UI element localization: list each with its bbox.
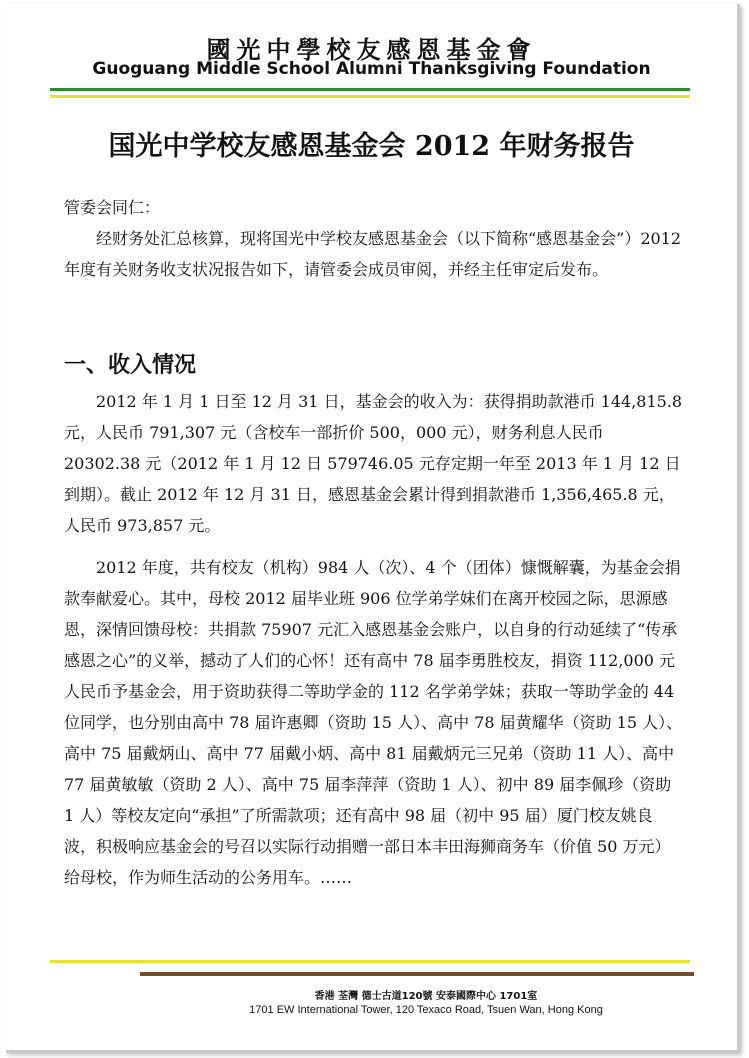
footer-address-chinese: 香港 荃灣 德士古道120號 安泰國際中心 1701室 [314, 991, 538, 1002]
salutation: 管委会同仁： [64, 198, 161, 217]
footer-address-english: 1701 EW International Tower, 120 Texaco Road, Tsuen Wan, Hong Kong [249, 1004, 603, 1016]
income-paragraph-2: 2012 年度，共有校友（机构）984 人（次）、4 个（团体）慷慨解囊，为基金会捐款奉献爱心。其中，母校 2012 届毕业班 906 位学弟学妹们在离开校园之际，思源感恩，深情回馈母校：共捐款 75907 元汇入感恩基金会账户，以自身的行动延续了“传承感恩之心”的义举，撼动了人们的心怀！还有高中 78 届李勇胜校友，捐资 112,000 元人民币予基金会，用于资助获得二等助学金的 112 名学弟学妹；获取一等助学金的 44 位同学，也分别由高中 78 届许惠卿（资助 15 人）、高中 78 届黄耀华（资助 15 人）、高中 75 届戴炳山、高中 77 届戴小炳、高中 81 届戴炳元三兄弟（资助 11 人）、高中 77 届黄敏敏（资助 2 人）、高中 75 届李萍萍（资助 1 人）、初中 89 届李佩珍（资助 1 人）等校友定向“承担”了所需款项；还有高中 98 届（初中 95 届）厦门校友姚良波，积极响应基金会的号召以实际行动捐赠一部日本丰田海狮商务车（价值 50 万元）给母校，作为师生活动的公务用车。…… [64, 558, 683, 887]
header-green-rule [50, 88, 690, 91]
header-yellow-rule [50, 95, 690, 98]
intro-paragraph: 经财务处汇总核算，现将国光中学校友感恩基金会（以下简称“感恩基金会”）2012 年度有关财务收支状况报告如下，请管委会成员审阅，并经主任审定后发布。 [64, 229, 682, 279]
income-paragraph-1: 2012 年 1 月 1 日至 12 月 31 日，基金会的收入为：获得捐助款港币 144,815.8 元，人民币 791,307 元（含校车一部折价 500，000 元），财务利息人民币 20302.38 元（2012 年 1 月 12 日 579746.05 元存定期一年至 2013 年 1 月 12 日到期）。截止 2012 年 12 月 31 日，感恩基金会累计得到捐款港币 1,356,465.8 元，人民币 973,857 元。 [64, 392, 683, 535]
footer-brown-rule [140, 972, 694, 976]
footer-yellow-rule [50, 960, 690, 963]
letter-page [6, 4, 740, 1053]
section-heading-income: 一、收入情况 [64, 352, 197, 378]
report-title: 国光中学校友感恩基金会 2012 年财务报告 [108, 131, 635, 162]
foundation-name-english: Guoguang Middle School Alumni Thanksgiving Foundation [92, 59, 651, 79]
foundation-name-chinese: 國光中學校友感恩基金會 [206, 35, 537, 64]
